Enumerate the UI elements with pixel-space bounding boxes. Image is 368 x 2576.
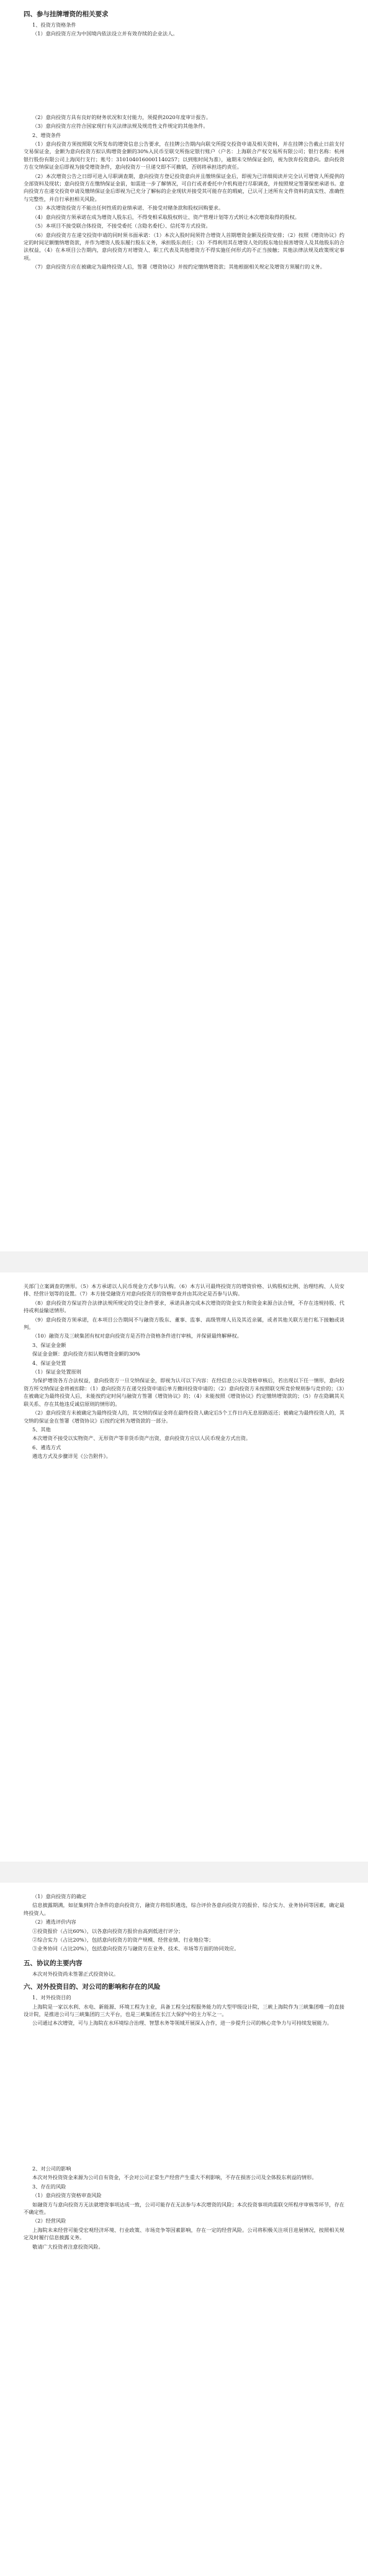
paragraph: 本次增资不接受以实物资产、无形资产等非货币资产出资，意向投资方应以人民币现金方式出资。: [32, 1435, 251, 1442]
paragraph: 1、对外投资目的: [32, 1994, 71, 2001]
paragraph: ①投资报价（占比60%），以各意向投资方报价由高到低进行评分；: [32, 1927, 184, 1934]
blank-space: [24, 39, 344, 113]
paragraph: 上海院未来经营可能受宏观经济环境、行业政策、市场竞争等因素影响，存在一定的经营风险。公司将积极关注项目进展情况，按照相关规定及时履行信息披露义务。: [24, 2226, 344, 2241]
paragraph: 6、遴选方式: [32, 1444, 61, 1450]
paragraph: 信息披露期满，如征集到符合条件的意向投资方，融资方将组织遴选，综合评价各意向投资方的报价、综合实力、业务协同等因素，确定最终投资人。: [24, 1902, 344, 1916]
paragraph: （6）意向投资方在递交投资申请的同时须书面承诺：（1）本次入股时间须符合增资人首期增资金额及投资安排；（2）按照《增资协议》约定的时间足额缴纳增资款，并作为增资人股东履行股东义务，承担股东责任；（3）不得利用其在增资人处的股东地位损害增资人及其他股东的合法权益，（4）在本项目公告期内，意向投资方对增资人、职工代表及其他增资方不得实施任何形式的不正当接触；其他法律法规及政策规定事项。: [24, 231, 344, 261]
section-5-title: 五、协议的主要内容: [24, 1959, 83, 1967]
paragraph: （2）遴选评价内容: [32, 1919, 76, 1925]
paragraph: （2）意向投资方具有良好的财务状况和支付能力，须提供2020年度审计报告。: [32, 113, 212, 120]
paragraph: 如融资方与意向投资方无法就增资事项达成一致，公司可能存在无法参与本次增资的风险；本次投资事项尚需联交所程序审核等环节，存在不确定性。: [24, 2201, 344, 2215]
paragraph: 3、存在的风险: [32, 2183, 66, 2190]
paragraph: （1）意向投资方资格审查风险: [32, 2192, 102, 2199]
paragraph: （3）意向投资方应符合国家现行有关法律法规及规范性文件规定的其他条件。: [32, 123, 209, 130]
paragraph: （8）意向投资方保证符合法律法规所规定的受让条件要求，承诺具备完成本次增资的资金实力和资金来源合法合规，不存在违规持股、代持或利益输送情形。: [24, 1299, 344, 1314]
paragraph: 遴选方式及步骤详见《公告附件》。: [32, 1453, 111, 1460]
paragraph: （2）经营风险: [32, 2218, 66, 2224]
paragraph: （5）本项目不接受联合体投资，不接受委托（含隐名委托）、信托等方式投资。: [32, 223, 211, 229]
paragraph: 2、对公司的影响: [32, 2165, 71, 2172]
paragraph: （1）意向投资方应为中国境内依法设立并有效存续的企业法人。: [32, 30, 178, 37]
paragraph: （1）保证金处置原则: [32, 1369, 81, 1375]
paragraph: ③业务协同（占比20%），包括意向投资方与融资方在业务、技术、市场等方面的协同效应。: [32, 1945, 240, 1952]
document-page-1: [0, 0, 368, 1251]
paragraph: （9）意向投资方须承诺，在本项目公告期间不与融资方股东、董事、监事、高级管理人员及其近亲属，或者其他关联方进行私下接触或谈判。: [24, 1316, 344, 1331]
paragraph: （2）本次增资公告之日即可进入尽职调查期，意向投资方登记投资意向并且缴纳保证金后，即视为已详细阅读并完全认可增资人所提供的全部资料及现状；意向投资方在缴纳保证金前，如需进一步了解情况，可自行或者委托中介机构进行尽职调查，并按照规定签署保密承诺书。意向投资方在递交投资申请及缴纳保证金后即视为已充分了解标的企业现状并接受其可能存在的瑕疵，已认可上述所有文件资料的真实性、准确性与完整性，并自行承担相关风险。: [24, 172, 344, 202]
paragraph: 为保护增资各方合法权益，意向投资方一旦交纳保证金，即视为认可以下内容：在经信息公示及资格审核后，若出现以下任一情形，意向投资方所交纳保证金将被扣除：（1）意向投资方在递交投资申请后单方撤回投资申请的；（2）意向投资方未按照联交所竞价规则参与竞价的；（3）在被确定为最终投资人后，未能按约定时间与融资方签署《增资协议》的；（4）未能按照《增资协议》约定缴纳增资款的；（5）存在隐瞒其关联关系、存在其他违反诚信原则的情形的。: [24, 1377, 344, 1407]
paragraph: 1、投资方资格条件: [32, 22, 76, 28]
paragraph: （4）意向投资方须承诺在成为增资人股东后，不得变相采取股权转让、资产管理计划等方式转让本次增资取得的股权。: [32, 213, 300, 220]
paragraph: （1）意向投资方的确定: [32, 1893, 87, 1899]
paragraph: 4、保证金处置: [32, 1359, 66, 1366]
paragraph: 上海院是一家以水利、水电、新能源、环境工程为主业，具备工程全过程服务能力的大型甲级设计院，三峡上海院作为三峡集团唯一的直接设计院，是推进公司与三峡集团的三大平台，也是三峡集团在长江大保护中的主力军之一。: [24, 2003, 344, 2018]
paragraph: 公司通过本次增资，可与上海院在水环境综合治理、智慧水务等领域开展深入合作，进一步提升公司的核心竞争力与可持续发展能力。: [32, 2020, 333, 2027]
paragraph: 保证金金额：意向投资方拟认购增资金额的30%: [32, 1351, 140, 1357]
document-page-2: [0, 1272, 368, 1862]
paragraph: （3）本次增资投资方不能出任何性质的业绩承诺、不接受对赌条款和股权回购要求。: [32, 205, 224, 211]
paragraph: 5、其他: [32, 1426, 51, 1432]
paragraph: 敬请广大投资者注意投资风险。: [32, 2243, 104, 2250]
paragraph: （2）意向投资方未被确定为最终投资人的，其交纳的保证金将在最终投资人确定后5个工作日内无息原路返还；被确定为最终投资人的，其交纳的保证金在签署《增资协议》后按约定转为增资款的一部分。: [24, 1410, 344, 1424]
paragraph: 本次对外投资尚未签署正式投资协议。: [32, 1970, 119, 1977]
paragraph: （7）意向投资方应在被确定为最终投资人后，签署《增资协议》并按约定缴纳增资款；其他根据相关规定及增资方须履行的义务。: [32, 264, 325, 270]
section-4-title: 四、参与挂牌增资的相关要求: [24, 11, 109, 18]
paragraph: （1）意向投资方须按照联交所发布的增资信息公告要求，在挂牌公告期内向联交所提交投资申请及相关资料，并在挂牌公告截止日前支付交易保证金，金额为意向投资方拟认购增资金额的30%入民币至联交所指定银行账户（户名：上海联合产权交易所有限公司；银行名称：杭州银行股份有限公司上海闵行支行；账号：3101040160001140257；以到账时间为准），逾期未交纳保证金的，视为放弃投资意向。意向投资方在交纳保证金后即视为接受增资条件，意向投资方一旦递交即不可撤销，否则将承担违约责任。: [24, 141, 344, 171]
paragraph: （10）融资方及三峡集团有权对意向投资方是否符合资格条件进行审核，并保留最终解释权。: [32, 1333, 242, 1339]
paragraph: 关部门立案调查的情形。（5）本方承诺以人民币现金方式参与认购。（6）本方认可最终投资方的增资价格、认购股权比例、治理结构、人员安排、经营计划等的设置。（7）本方接受融资方对意向投资方的资格审查并由其决定是否参与认购。: [24, 1283, 344, 1297]
section-6-title: 六、对外投资目的、对公司的影响和存在的风险: [24, 1983, 161, 1991]
paragraph: ②综合实力（占比20%），包括意向投资方的资产规模、经营业绩、行业地位等；: [32, 1937, 214, 1943]
document-page-3: [0, 1883, 368, 2576]
paragraph: 3、保证金金额: [32, 1341, 66, 1348]
paragraph: 本次对外投资资金来源为公司自有资金，不会对公司正常生产经营产生重大不利影响，不存在损害公司及全体股东利益的情形。: [32, 2174, 317, 2181]
blank-space: [24, 2028, 344, 2165]
paragraph: 2、增资条件: [32, 131, 61, 138]
